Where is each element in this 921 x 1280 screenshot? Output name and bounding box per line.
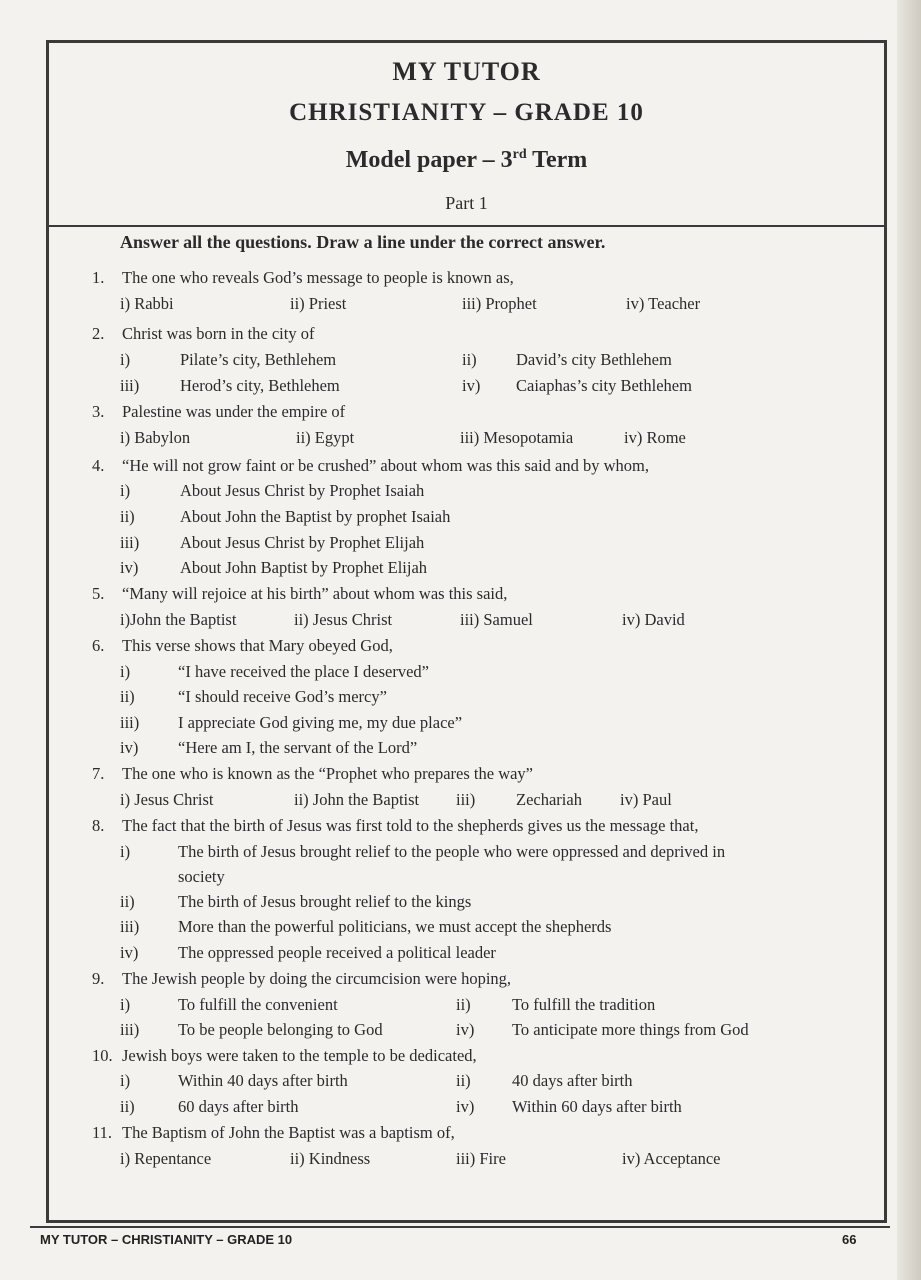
option-label: iv) (462, 376, 481, 395)
page-edge (897, 0, 921, 1280)
option-label: i) (120, 350, 131, 369)
option-label: iii) (120, 917, 140, 936)
option-label: i) (120, 481, 131, 500)
option[interactable]: David’s city Bethlehem (516, 350, 672, 369)
page-title: MY TUTOR (392, 57, 541, 86)
option[interactable]: Herod’s city, Bethlehem (180, 376, 340, 395)
option[interactable]: iv) Paul (620, 790, 672, 809)
option[interactable]: iii) Mesopotamia (460, 428, 574, 447)
option[interactable]: About John Baptist by Prophet Elijah (180, 558, 428, 577)
option-label: iv) (120, 738, 139, 757)
option-label: iii) (120, 713, 140, 732)
option[interactable]: Caiaphas’s city Bethlehem (516, 376, 692, 395)
subject-title: CHRISTIANITY – GRADE 10 (289, 99, 644, 126)
option-label: ii) (120, 1097, 135, 1116)
option-label: ii) (120, 892, 135, 911)
option-label: ii) (456, 1071, 471, 1090)
option[interactable]: About Jesus Christ by Prophet Isaiah (180, 481, 425, 500)
option[interactable]: To fulfill the convenient (178, 995, 338, 1014)
option[interactable]: ii) Jesus Christ (294, 610, 393, 629)
option[interactable]: To fulfill the tradition (512, 995, 656, 1014)
option-label: i) (120, 1071, 131, 1090)
option[interactable]: iv) David (622, 610, 685, 629)
option[interactable]: The birth of Jesus brought relief to the people who were oppressed and deprived in (178, 842, 726, 861)
option-label: ii) (456, 995, 471, 1014)
option[interactable]: i) Rabbi (120, 294, 174, 313)
option-label: iii) (120, 1020, 140, 1039)
option[interactable]: The oppressed people received a political leader (178, 943, 496, 962)
option-label: ii) (120, 507, 135, 526)
option-label: i) (120, 842, 131, 861)
header-box (49, 43, 884, 227)
option-label: ii) (462, 350, 477, 369)
option-label: iv) (120, 943, 139, 962)
paper-title: Model paper – 3rd Term (345, 147, 588, 173)
option[interactable]: ii) Kindness (290, 1149, 371, 1168)
option[interactable]: iv) Acceptance (622, 1149, 721, 1168)
option[interactable]: i) Repentance (120, 1149, 212, 1168)
option[interactable]: To anticipate more things from God (512, 1020, 749, 1039)
option[interactable]: Within 40 days after birth (178, 1071, 348, 1090)
option[interactable]: iii) Prophet (462, 294, 537, 313)
option[interactable]: Zechariah (516, 790, 582, 809)
instructions: Answer all the questions. Draw a line under the correct answer. (120, 232, 606, 252)
option[interactable]: To be people belonging to God (178, 1020, 383, 1039)
option-label: iii) (120, 376, 140, 395)
option[interactable]: Within 60 days after birth (512, 1097, 682, 1116)
option-label: iv) (456, 1097, 475, 1116)
option[interactable]: The birth of Jesus brought relief to the kings (178, 892, 472, 911)
part-label: Part 1 (445, 193, 488, 213)
option-label: iv) (120, 558, 139, 577)
option[interactable]: i)John the Baptist (120, 610, 237, 629)
option[interactable]: ii) John the Baptist (294, 790, 420, 809)
option[interactable]: “I should receive God’s mercy” (178, 687, 387, 706)
option-label: i) (120, 995, 131, 1014)
option[interactable]: I appreciate God giving me, my due place” (178, 713, 463, 732)
option-label: iv) (456, 1020, 475, 1039)
option[interactable]: “I have received the place I deserved” (178, 662, 430, 681)
option[interactable]: ii) Egypt (296, 428, 355, 447)
option[interactable]: 40 days after birth (512, 1071, 633, 1090)
option-label: i) (120, 662, 131, 681)
option[interactable]: iii) Fire (456, 1149, 506, 1168)
footer-title: MY TUTOR – CHRISTIANITY – GRADE 10 (40, 1232, 293, 1247)
option[interactable]: i) Jesus Christ (120, 790, 214, 809)
option[interactable]: iv) Rome (624, 428, 686, 447)
option[interactable]: About John the Baptist by prophet Isaiah (180, 507, 451, 526)
option[interactable]: iii) Samuel (460, 610, 533, 629)
option[interactable]: ii) Priest (290, 294, 347, 313)
option-label: ii) (120, 687, 135, 706)
option[interactable]: “Here am I, the servant of the Lord” (178, 738, 418, 757)
option[interactable]: About Jesus Christ by Prophet Elijah (180, 533, 425, 552)
option[interactable]: 60 days after birth (178, 1097, 299, 1116)
option-continued[interactable]: society (178, 867, 225, 886)
option-label: iii) (456, 790, 476, 809)
option[interactable]: More than the powerful politicians, we must accept the shepherds (178, 917, 612, 936)
option[interactable]: i) Babylon (120, 428, 191, 447)
page-number: 66 (842, 1232, 857, 1247)
option-label: iii) (120, 533, 140, 552)
option[interactable]: Pilate’s city, Bethlehem (180, 350, 337, 369)
option[interactable]: iv) Teacher (626, 294, 701, 313)
footer-divider (30, 1226, 890, 1228)
